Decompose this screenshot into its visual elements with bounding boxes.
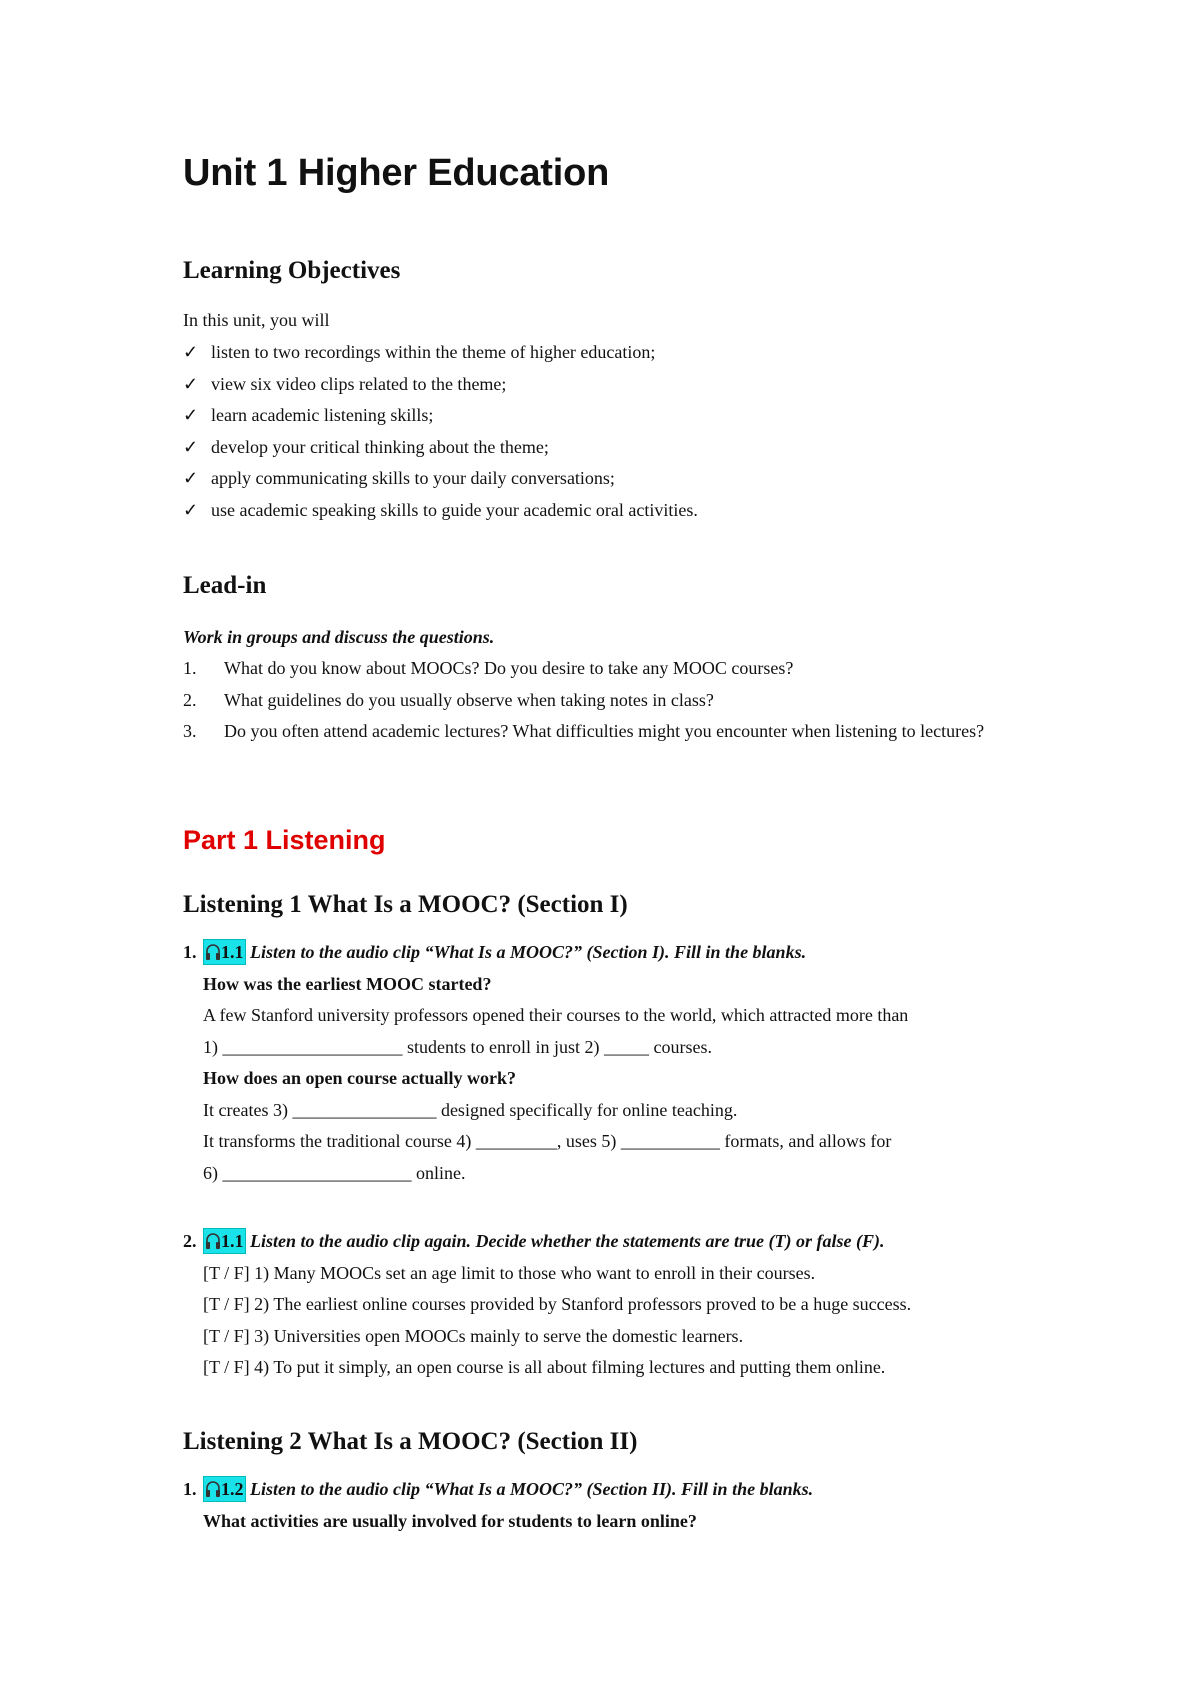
objective-item: ✓ apply communicating skills to your daily conversations; [183, 463, 698, 495]
question: What activities are usually involved for students to learn online? [203, 1510, 697, 1531]
objectives-intro: In this unit, you will [183, 310, 330, 330]
audio-track-button[interactable]: 1.2 [203, 1476, 246, 1502]
audio-track-button[interactable]: 1.1 [203, 1228, 246, 1254]
checkmark-icon: ✓ [183, 342, 199, 362]
tf-statement: [T / F] 1) Many MOOCs set an age limit to those who want to enroll in their courses. [203, 1262, 816, 1283]
objective-item: ✓ listen to two recordings within the theme of higher education; [183, 337, 698, 369]
unit-title: Unit 1 Higher Education [183, 152, 610, 194]
question: How was the earliest MOOC started? [203, 973, 492, 994]
listening-2-exercise-1: 1. 1.2 Listen to the audio clip “What Is a MOOC?” (Section II). Fill in the blanks. What activities are usually involved for students to learn online? [183, 1474, 1043, 1537]
headphones-icon [205, 1480, 221, 1498]
answer-line: A few Stanford university professors opened their courses to the world, which attracted more than [203, 1005, 909, 1025]
listening-1-title: Listening 1 What Is a MOOC? (Section I) [183, 891, 628, 918]
tf-statement: [T / F] 3) Universities open MOOCs mainly to serve the domestic learners. [203, 1325, 744, 1346]
audio-track-button[interactable]: 1.1 [203, 939, 246, 965]
exercise-instruction: Listen to the audio clip “What Is a MOOC?” (Section I). Fill in the blanks. [250, 942, 807, 962]
headphones-icon [205, 1232, 221, 1250]
answer-line: 6) _____________________ online. [203, 1162, 466, 1183]
listening-1-exercise-2: 2. 1.1 Listen to the audio clip again. Decide whether the statements are true (T) or false (F). [T / F] 1) Many MOOCs set an age limit to those who want to enroll in their courses. [T / F] 2) The earliest online courses provided by Stanford professors proved to be a huge success. [T / F] 3) Universities open MOOCs mainly to serve the domestic learners. [T / F] 4) To put it simply, an open course is all about filming lectures and putting them online. [183, 1226, 1043, 1384]
objectives-list [183, 337, 698, 526]
headphones-icon [205, 943, 221, 961]
objective-item: ✓ learn academic listening skills; [183, 400, 698, 432]
leadin-questions [183, 653, 1014, 748]
checkmark-icon: ✓ [183, 499, 199, 520]
objective-item: ✓ view six video clips related to the theme; [183, 369, 698, 401]
objectives-heading: Learning Objectives [183, 257, 401, 284]
question: How does an open course actually work? [203, 1068, 517, 1088]
checkmark-icon: ✓ [183, 373, 199, 394]
tf-statement: [T / F] 2) The earliest online courses provided by Stanford professors proved to be a huge success. [203, 1294, 912, 1314]
checkmark-icon: ✓ [183, 405, 199, 425]
leadin-instruction: Work in groups and discuss the questions. [183, 627, 495, 647]
leadin-question: 1. What do you know about MOOCs? Do you desire to take any MOOC courses? [183, 658, 794, 678]
leadin-heading: Lead-in [183, 572, 267, 599]
checkmark-icon: ✓ [183, 468, 199, 488]
objective-item: ✓ use academic speaking skills to guide your academic oral activities. [183, 495, 698, 527]
part-title: Part 1 Listening [183, 825, 386, 855]
exercise-instruction: Listen to the audio clip again. Decide whether the statements are true (T) or false (F). [250, 1231, 885, 1251]
leadin-question: 3. Do you often attend academic lectures? What difficulties might you encounter when listening to lectures? [183, 721, 985, 741]
answer-line: It creates 3) ________________ designed specifically for online teaching. [203, 1099, 738, 1120]
answer-line: It transforms the traditional course 4) _________, uses 5) ___________ formats, and allows for [203, 1131, 892, 1151]
checkmark-icon: ✓ [183, 436, 199, 457]
leadin-question: 2. What guidelines do you usually observe when taking notes in class? [183, 689, 714, 710]
listening-2-title: Listening 2 What Is a MOOC? (Section II) [183, 1428, 638, 1455]
listening-1-exercise-1: 1. 1.1 Listen to the audio clip “What Is a MOOC?” (Section I). Fill in the blanks. How was the earliest MOOC started? A few Stanford university professors opened their courses to the world, which attracted more than 1) ____________________ students to enroll in just 2) _____ courses. How does an open course actually work? It creates 3) ________________ designed specifically for online teaching. It transforms the traditional course 4) _________, uses 5) ___________ formats, and allows for 6) _____________________ online. [183, 937, 1043, 1189]
answer-line: 1) ____________________ students to enroll in just 2) _____ courses. [203, 1036, 712, 1057]
objective-item: ✓ develop your critical thinking about the theme; [183, 432, 698, 464]
tf-statement: [T / F] 4) To put it simply, an open course is all about filming lectures and putting them online. [203, 1357, 886, 1377]
exercise-instruction: Listen to the audio clip “What Is a MOOC?” (Section II). Fill in the blanks. [250, 1479, 814, 1499]
